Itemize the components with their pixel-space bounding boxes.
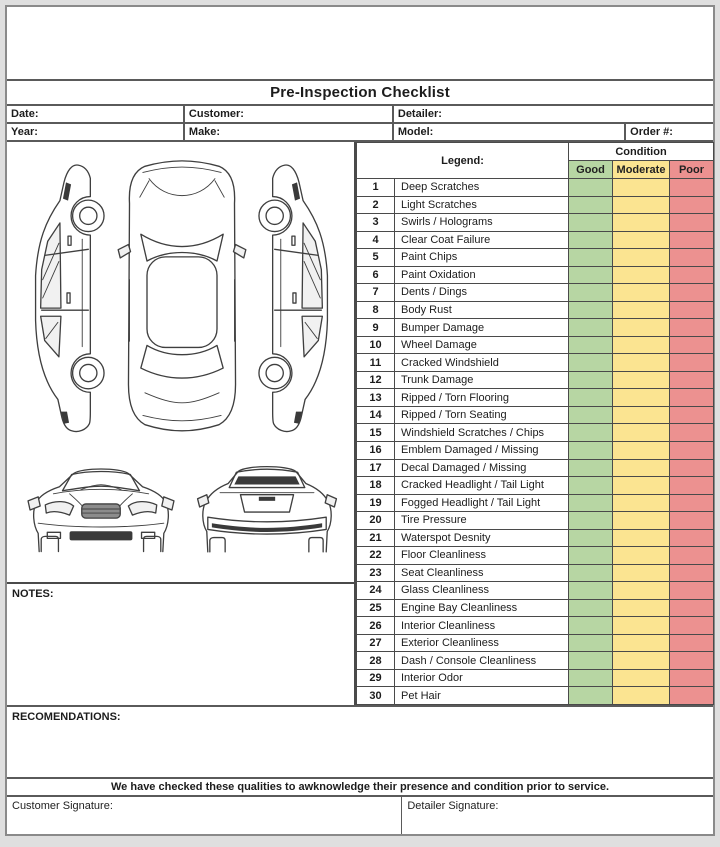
item-number: 6 [357,266,395,284]
moderate-cell[interactable] [613,406,670,424]
item-label: Wheel Damage [395,336,569,354]
checklist-row [357,652,714,670]
poor-cell[interactable] [670,424,714,442]
poor-cell[interactable] [670,652,714,670]
moderate-cell[interactable] [613,336,670,354]
poor-cell[interactable] [670,494,714,512]
good-cell[interactable] [569,512,613,530]
customer-field[interactable] [185,106,394,122]
good-cell[interactable] [569,547,613,565]
main-area [7,142,713,705]
moderate-cell[interactable] [613,547,670,565]
checklist-row [357,669,714,687]
item-label: Paint Oxidation [395,266,569,284]
moderate-cell[interactable] [613,669,670,687]
checklist-body [357,179,714,705]
item-number: 21 [357,529,395,547]
poor-cell[interactable] [670,617,714,635]
checklist-row [357,214,714,232]
checklist-row [357,196,714,214]
detailer-signature-field[interactable] [402,797,713,834]
good-cell[interactable] [569,634,613,652]
item-label: Exterior Cleanliness [395,634,569,652]
moderate-cell[interactable] [613,441,670,459]
item-label: Clear Coat Failure [395,231,569,249]
car-side-right-diagram [250,156,344,440]
good-cell[interactable] [569,687,613,705]
item-label: Ripped / Torn Seating [395,406,569,424]
moderate-cell[interactable] [613,459,670,477]
field-row-2 [7,124,713,142]
moderate-cell[interactable] [613,599,670,617]
good-cell[interactable] [569,617,613,635]
left-pane [7,142,356,705]
item-number: 18 [357,477,395,495]
item-number: 8 [357,301,395,319]
moderate-cell[interactable] [613,477,670,495]
item-number: 7 [357,284,395,302]
moderate-cell[interactable] [613,617,670,635]
item-number: 22 [357,547,395,565]
item-number: 19 [357,494,395,512]
diagram-top-row [7,142,354,442]
customer-label: Customer: [188,108,244,120]
diagram-bottom-row [7,442,354,558]
model-label: Model: [397,126,434,138]
model-field[interactable] [394,124,626,140]
notes-box[interactable] [7,582,356,705]
good-cell[interactable] [569,266,613,284]
signature-row [7,797,713,834]
good-cell[interactable] [569,319,613,337]
item-label: Deep Scratches [395,179,569,197]
item-number: 12 [357,371,395,389]
good-cell[interactable] [569,582,613,600]
good-cell[interactable] [569,336,613,354]
item-number: 24 [357,582,395,600]
date-label: Date: [11,108,39,120]
make-field[interactable] [185,124,394,140]
recommendations-label: RECOMENDATIONS: [12,711,121,723]
poor-cell[interactable] [670,231,714,249]
item-label: Dash / Console Cleanliness [395,652,569,670]
field-row-1 [7,106,713,124]
checklist-row [357,354,714,372]
poor-cell[interactable] [670,284,714,302]
good-cell[interactable] [569,441,613,459]
item-number: 11 [357,354,395,372]
item-label: Engine Bay Cleanliness [395,599,569,617]
good-column-header: Good [569,161,613,179]
poor-cell[interactable] [670,459,714,477]
item-label: Seat Cleanliness [395,564,569,582]
checklist-row [357,284,714,302]
checklist-row [357,249,714,267]
moderate-cell[interactable] [613,354,670,372]
poor-cell[interactable] [670,406,714,424]
poor-cell[interactable] [670,529,714,547]
order-number-field[interactable] [626,124,713,140]
item-number: 30 [357,687,395,705]
checklist-row [357,301,714,319]
item-label: Cracked Headlight / Tail Light [395,477,569,495]
good-cell[interactable] [569,599,613,617]
condition-header-row [357,143,714,161]
moderate-cell[interactable] [613,231,670,249]
checklist-row [357,494,714,512]
good-cell[interactable] [569,284,613,302]
poor-cell[interactable] [670,599,714,617]
item-label: Tire Pressure [395,512,569,530]
moderate-cell[interactable] [613,389,670,407]
item-label: Interior Cleanliness [395,617,569,635]
moderate-cell[interactable] [613,371,670,389]
checklist-row [357,424,714,442]
item-number: 3 [357,214,395,232]
item-number: 25 [357,599,395,617]
item-number: 29 [357,669,395,687]
checklist-row [357,617,714,635]
logo-box [7,7,713,81]
moderate-cell[interactable] [613,214,670,232]
item-label: Windshield Scratches / Chips [395,424,569,442]
year-label: Year: [11,126,38,138]
checklist-row [357,319,714,337]
checklist-row [357,582,714,600]
item-label: Body Rust [395,301,569,319]
good-cell[interactable] [569,196,613,214]
item-label: Waterspot Desnity [395,529,569,547]
item-label: Cracked Windshield [395,354,569,372]
good-cell[interactable] [569,179,613,197]
good-cell[interactable] [569,564,613,582]
good-cell[interactable] [569,459,613,477]
acknowledgement-statement: We have checked these qualities to awknowledge their presence and condition prior to service. [7,777,713,797]
item-number: 13 [357,389,395,407]
moderate-cell[interactable] [613,582,670,600]
checklist-row [357,634,714,652]
condition-header: Condition [569,143,714,161]
item-label: Glass Cleanliness [395,582,569,600]
poor-cell[interactable] [670,336,714,354]
good-cell[interactable] [569,249,613,267]
item-label: Floor Cleanliness [395,547,569,565]
checklist-row [357,547,714,565]
good-cell[interactable] [569,424,613,442]
moderate-cell[interactable] [613,249,670,267]
item-label: Bumper Damage [395,319,569,337]
checklist-row [357,512,714,530]
poor-cell[interactable] [670,354,714,372]
moderate-cell[interactable] [613,424,670,442]
poor-cell[interactable] [670,441,714,459]
make-label: Make: [188,126,221,138]
item-number: 20 [357,512,395,530]
legend-header: Legend: [357,143,569,179]
item-number: 28 [357,652,395,670]
item-number: 27 [357,634,395,652]
checklist-row [357,266,714,284]
good-cell[interactable] [569,389,613,407]
notes-label: NOTES: [12,588,54,600]
item-number: 16 [357,441,395,459]
checklist-row [357,564,714,582]
recommendations-box[interactable] [7,705,713,777]
checklist-row [357,179,714,197]
item-label: Dents / Dings [395,284,569,302]
item-label: Light Scratches [395,196,569,214]
poor-cell[interactable] [670,669,714,687]
item-label: Decal Damaged / Missing [395,459,569,477]
item-number: 26 [357,617,395,635]
item-label: Interior Odor [395,669,569,687]
good-cell[interactable] [569,652,613,670]
good-cell[interactable] [569,371,613,389]
inspection-form [5,5,715,836]
item-number: 17 [357,459,395,477]
moderate-column-header: Moderate [613,161,670,179]
car-front-diagram [25,460,177,558]
checklist-row [357,599,714,617]
checklist-row [357,231,714,249]
poor-cell[interactable] [670,564,714,582]
item-label: Ripped / Torn Flooring [395,389,569,407]
poor-cell[interactable] [670,196,714,214]
poor-column-header: Poor [670,161,714,179]
car-side-left-diagram [19,156,113,440]
moderate-cell[interactable] [613,652,670,670]
checklist-row [357,529,714,547]
good-cell[interactable] [569,406,613,424]
moderate-cell[interactable] [613,564,670,582]
item-label: Swirls / Holograms [395,214,569,232]
moderate-cell[interactable] [613,179,670,197]
item-number: 5 [357,249,395,267]
poor-cell[interactable] [670,547,714,565]
moderate-cell[interactable] [613,634,670,652]
checklist-row [357,371,714,389]
checklist-row [357,477,714,495]
good-cell[interactable] [569,494,613,512]
checklist-table [356,142,714,705]
moderate-cell[interactable] [613,529,670,547]
item-label: Fogged Headlight / Tail Light [395,494,569,512]
customer-signature-label: Customer Signature: [12,800,113,812]
detailer-label: Detailer: [397,108,442,120]
good-cell[interactable] [569,231,613,249]
poor-cell[interactable] [670,687,714,705]
car-rear-diagram [194,460,340,558]
item-number: 1 [357,179,395,197]
poor-cell[interactable] [670,389,714,407]
checklist-row [357,441,714,459]
car-top-diagram [114,156,250,436]
order-number-label: Order #: [630,126,673,138]
moderate-cell[interactable] [613,512,670,530]
good-cell[interactable] [569,529,613,547]
good-cell[interactable] [569,477,613,495]
poor-cell[interactable] [670,582,714,600]
good-cell[interactable] [569,214,613,232]
poor-cell[interactable] [670,512,714,530]
moderate-cell[interactable] [613,319,670,337]
good-cell[interactable] [569,669,613,687]
year-field[interactable] [7,124,185,140]
item-number: 23 [357,564,395,582]
poor-cell[interactable] [670,301,714,319]
moderate-cell[interactable] [613,301,670,319]
item-number: 2 [357,196,395,214]
date-field[interactable] [7,106,185,122]
poor-cell[interactable] [670,249,714,267]
poor-cell[interactable] [670,179,714,197]
item-number: 14 [357,406,395,424]
good-cell[interactable] [569,301,613,319]
item-label: Trunk Damage [395,371,569,389]
checklist-row [357,389,714,407]
moderate-cell[interactable] [613,494,670,512]
detailer-signature-label: Detailer Signature: [407,800,499,812]
poor-cell[interactable] [670,634,714,652]
item-label: Emblem Damaged / Missing [395,441,569,459]
poor-cell[interactable] [670,214,714,232]
moderate-cell[interactable] [613,687,670,705]
poor-cell[interactable] [670,371,714,389]
item-number: 9 [357,319,395,337]
moderate-cell[interactable] [613,284,670,302]
detailer-field[interactable] [394,106,713,122]
moderate-cell[interactable] [613,266,670,284]
item-number: 15 [357,424,395,442]
vehicle-diagram-box[interactable] [7,142,356,582]
good-cell[interactable] [569,354,613,372]
item-label: Pet Hair [395,687,569,705]
checklist-row [357,336,714,354]
poor-cell[interactable] [670,477,714,495]
item-label: Paint Chips [395,249,569,267]
customer-signature-field[interactable] [7,797,402,834]
item-number: 4 [357,231,395,249]
poor-cell[interactable] [670,266,714,284]
checklist-row [357,406,714,424]
checklist-row [357,687,714,705]
poor-cell[interactable] [670,319,714,337]
moderate-cell[interactable] [613,196,670,214]
item-number: 10 [357,336,395,354]
page-title: Pre-Inspection Checklist [7,81,713,106]
checklist-row [357,459,714,477]
right-pane [356,142,713,705]
